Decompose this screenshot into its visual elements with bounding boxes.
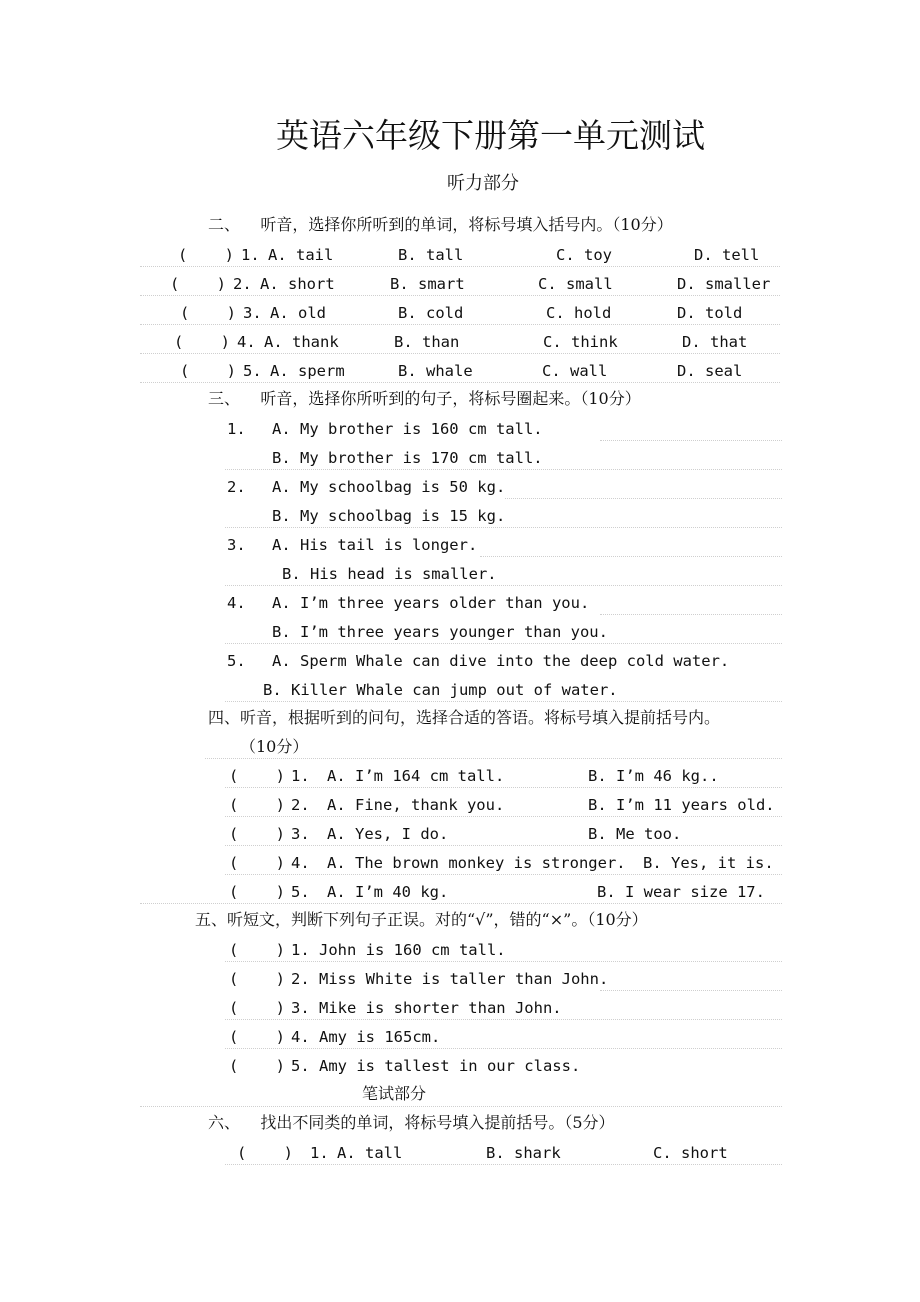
answer-blank[interactable]: ( ): [229, 1028, 285, 1046]
question-number: 3.: [227, 536, 246, 554]
option-a[interactable]: A. My schoolbag is 50 kg.: [272, 478, 506, 496]
option-b: B. cold: [398, 304, 464, 322]
option-a: A. I’m 164 cm tall.: [327, 767, 505, 785]
dotted-rule: [225, 585, 782, 586]
answer-blank[interactable]: ( ): [170, 275, 226, 293]
question-number: 1.: [227, 420, 246, 438]
answer-blank[interactable]: ( ): [174, 333, 230, 351]
option-b: B. I wear size 17.: [597, 883, 765, 901]
option-b: B. tall: [398, 246, 464, 264]
dotted-rule: [225, 469, 782, 470]
dotted-rule: [225, 874, 782, 875]
answer-blank[interactable]: ( ): [180, 362, 236, 380]
option-b: B. shark: [486, 1144, 561, 1162]
option-c: C. hold: [546, 304, 612, 322]
section-2-header: 二、 听音，选择你所听到的单词，将标号填入括号内。（10分）: [208, 215, 673, 234]
answer-blank[interactable]: ( ): [178, 246, 234, 264]
question-number: 4.: [291, 854, 310, 872]
option-d: D. that: [682, 333, 748, 351]
answer-blank[interactable]: ( ): [229, 854, 285, 872]
option-b: B. Yes, it is.: [643, 854, 774, 872]
option-b[interactable]: B. His head is smaller.: [282, 565, 497, 583]
option-b[interactable]: B. I’m three years younger than you.: [272, 623, 608, 641]
dotted-rule: [225, 816, 782, 817]
option-d: D. tell: [694, 246, 760, 264]
option-c: C. short: [653, 1144, 728, 1162]
dotted-rule: [225, 1048, 782, 1049]
answer-blank[interactable]: ( ): [180, 304, 236, 322]
option-b[interactable]: B. My brother is 170 cm tall.: [272, 449, 543, 467]
option-b[interactable]: B. My schoolbag is 15 kg.: [272, 507, 506, 525]
statement-text: 3. Mike is shorter than John.: [291, 999, 562, 1017]
option-b: B. I’m 46 kg..: [588, 767, 719, 785]
dotted-rule: [225, 961, 782, 962]
dotted-rule: [140, 353, 780, 354]
dotted-rule: [140, 295, 780, 296]
option-a[interactable]: A. His tail is longer.: [272, 536, 478, 554]
option-a: A. Yes, I do.: [327, 825, 449, 843]
option-b: B. whale: [398, 362, 473, 380]
dotted-rule: [600, 990, 782, 991]
option-d: D. smaller: [677, 275, 771, 293]
dotted-rule: [140, 1106, 782, 1107]
option-a: A. old: [270, 304, 326, 322]
dotted-rule: [225, 701, 782, 702]
section-4-header: 四、听音，根据听到的问句，选择合适的答语。将标号填入提前括号内。: [208, 708, 721, 727]
question-number: 2.: [291, 796, 310, 814]
answer-blank[interactable]: ( ): [229, 1057, 285, 1075]
statement-text: 4. Amy is 165cm.: [291, 1028, 441, 1046]
option-c: C. wall: [542, 362, 608, 380]
answer-blank[interactable]: ( ): [237, 1144, 293, 1162]
option-b: B. than: [394, 333, 460, 351]
listening-heading: 听力部分: [447, 173, 519, 194]
dotted-rule: [225, 787, 782, 788]
option-a[interactable]: A. Sperm Whale can dive into the deep cold water.: [272, 652, 730, 670]
answer-blank[interactable]: ( ): [229, 999, 285, 1017]
dotted-rule: [225, 643, 782, 644]
dotted-rule: [140, 382, 780, 383]
dotted-rule: [225, 1019, 782, 1020]
dotted-rule: [225, 1164, 782, 1165]
option-b: B. smart: [390, 275, 465, 293]
option-c: C. small: [538, 275, 613, 293]
section-4-score: （10分）: [240, 737, 309, 756]
option-a[interactable]: A. My brother is 160 cm tall.: [272, 420, 543, 438]
question-number: 4.: [237, 333, 256, 351]
written-heading: 笔试部分: [362, 1084, 427, 1103]
question-number: 2.: [227, 478, 246, 496]
option-d: D. told: [677, 304, 743, 322]
question-number: 5.: [243, 362, 262, 380]
page-title: 英语六年级下册第一单元测试: [276, 116, 705, 155]
option-b: B. I’m 11 years old.: [588, 796, 775, 814]
option-a[interactable]: A. I’m three years older than you.: [272, 594, 590, 612]
option-d: D. seal: [677, 362, 743, 380]
question-number: 3.: [243, 304, 262, 322]
option-a: A. tail: [268, 246, 334, 264]
answer-blank[interactable]: ( ): [229, 941, 285, 959]
question-number: 1.: [291, 767, 310, 785]
dotted-rule: [205, 758, 782, 759]
option-b: B. Me too.: [588, 825, 682, 843]
statement-text: 2. Miss White is taller than John.: [291, 970, 609, 988]
option-a: A. The brown monkey is stronger.: [327, 854, 626, 872]
option-a: A. I’m 40 kg.: [327, 883, 449, 901]
dotted-rule: [225, 845, 782, 846]
dotted-rule: [225, 527, 782, 528]
dotted-rule: [505, 498, 782, 499]
section-5-header: 五、听短文，判断下列句子正误。对的“√”，错的“×”。（10分）: [195, 910, 648, 929]
dotted-rule: [480, 556, 782, 557]
question-number: 3.: [291, 825, 310, 843]
section-6-header: 六、 找出不同类的单词，将标号填入提前括号。（5分）: [208, 1113, 615, 1132]
question-number: 5.: [291, 883, 310, 901]
option-c: C. toy: [556, 246, 612, 264]
statement-text: 5. Amy is tallest in our class.: [291, 1057, 581, 1075]
option-a: A. Fine, thank you.: [327, 796, 505, 814]
question-number: 2.: [233, 275, 252, 293]
option-c: C. think: [543, 333, 618, 351]
option-a: A. sperm: [270, 362, 345, 380]
dotted-rule: [600, 440, 782, 441]
statement-text: 1. John is 160 cm tall.: [291, 941, 506, 959]
dotted-rule: [140, 903, 782, 904]
question-number: 1.: [310, 1144, 329, 1162]
option-a: A. short: [260, 275, 335, 293]
answer-blank[interactable]: ( ): [229, 825, 285, 843]
option-a: A. tall: [337, 1144, 403, 1162]
answer-blank[interactable]: ( ): [229, 767, 285, 785]
dotted-rule: [140, 324, 780, 325]
question-number: 5.: [227, 652, 246, 670]
question-number: 1.: [241, 246, 260, 264]
answer-blank[interactable]: ( ): [229, 796, 285, 814]
section-3-header: 三、 听音，选择你所听到的句子，将标号圈起来。（10分）: [208, 389, 641, 408]
dotted-rule: [600, 614, 782, 615]
answer-blank[interactable]: ( ): [229, 883, 285, 901]
option-b[interactable]: B. Killer Whale can jump out of water.: [263, 681, 618, 699]
dotted-rule: [140, 266, 780, 267]
question-number: 4.: [227, 594, 246, 612]
answer-blank[interactable]: ( ): [229, 970, 285, 988]
option-a: A. thank: [264, 333, 339, 351]
